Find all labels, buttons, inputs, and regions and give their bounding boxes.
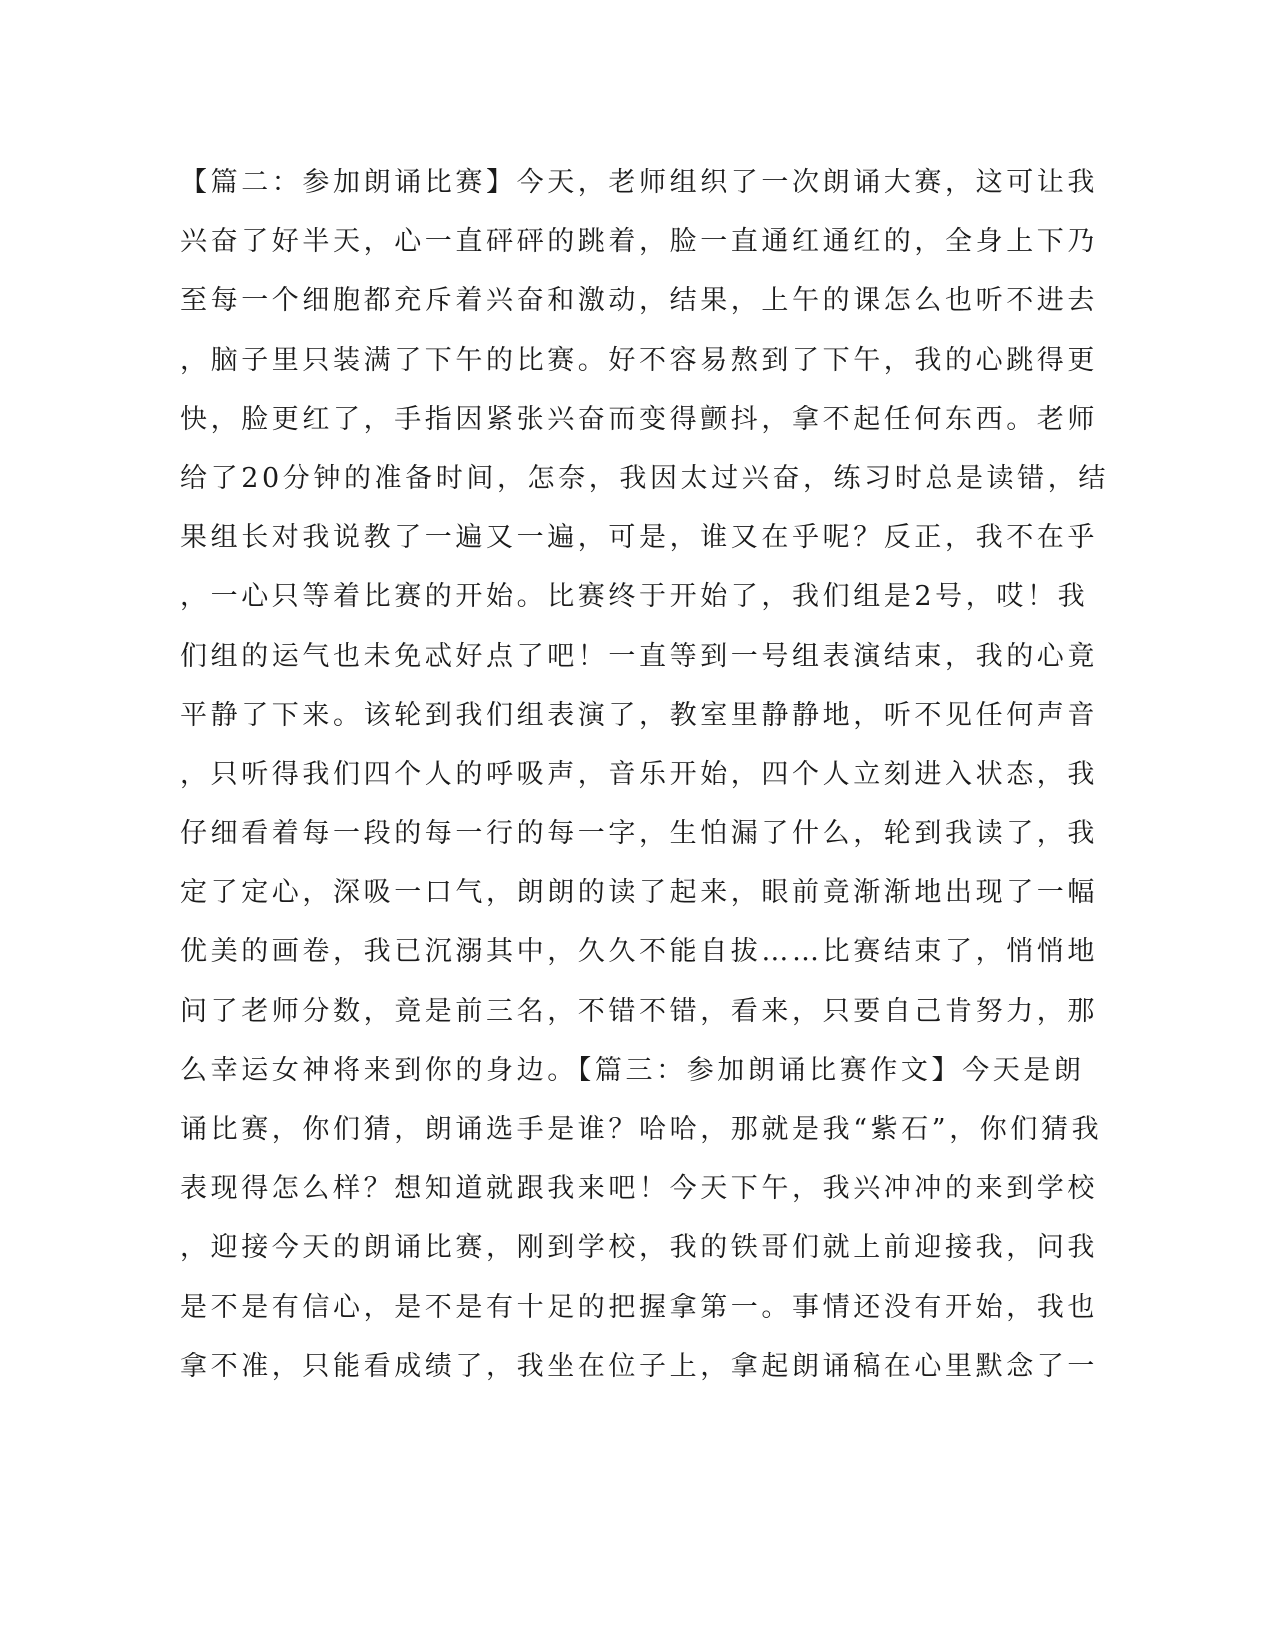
text-line: 拿不准，只能看成绩了，我坐在位子上，拿起朗诵稿在心里默念了一 [180, 1350, 1098, 1382]
text-line: 给了20分钟的准备时间，怎奈，我因太过兴奋，练习时总是读错，结 [180, 462, 1109, 494]
text-line: ，只听得我们四个人的呼吸声，音乐开始，四个人立刻进入状态，我 [180, 758, 1098, 790]
text-line: 兴奋了好半天，心一直砰砰的跳着，脸一直通红通红的，全身上下乃 [180, 226, 1098, 258]
text-line: 们组的运气也未免忒好点了吧！一直等到一号组表演结束，我的心竟 [180, 640, 1098, 672]
text-line: 优美的画卷，我已沉溺其中，久久不能自拔……比赛结束了，悄悄地 [180, 936, 1098, 968]
text-line: 快，脸更红了，手指因紧张兴奋而变得颤抖，拿不起任何东西。老师 [180, 403, 1098, 435]
text-line: 果组长对我说教了一遍又一遍，可是，谁又在乎呢？反正，我不在乎 [180, 522, 1098, 554]
text-line: 问了老师分数，竟是前三名，不错不错，看来，只要自己肯努力，那 [180, 995, 1098, 1027]
text-line: ，迎接今天的朗诵比赛，刚到学校，我的铁哥们就上前迎接我，问我 [180, 1232, 1098, 1264]
text-line: 仔细看着每一段的每一行的每一字，生怕漏了什么，轮到我读了，我 [180, 818, 1098, 850]
text-line: 定了定心，深吸一口气，朗朗的读了起来，眼前竟渐渐地出现了一幅 [180, 877, 1098, 909]
text-line: 诵比赛，你们猜，朗诵选手是谁？哈哈，那就是我“紫石”，你们猜我 [180, 1114, 1103, 1145]
body-text [180, 158, 1109, 1401]
text-line: ，脑子里只装满了下午的比赛。好不容易熬到了下午，我的心跳得更 [180, 344, 1098, 376]
text-line: 表现得怎么样？想知道就跟我来吧！今天下午，我兴冲冲的来到学校 [180, 1173, 1098, 1205]
text-line: 是不是有信心，是不是有十足的把握拿第一。事情还没有开始，我也 [180, 1291, 1098, 1323]
text-line: 【篇二：参加朗诵比赛】今天，老师组织了一次朗诵大赛，这可让我 [180, 167, 1098, 198]
text-line: ，一心只等着比赛的开始。比赛终于开始了，我们组是2号，哎！我 [180, 581, 1089, 613]
text-line: 平静了下来。该轮到我们组表演了，教室里静静地，听不见任何声音 [180, 699, 1098, 731]
text-line: 么幸运女神将来到你的身边。【篇三：参加朗诵比赛作文】今天是朗 [180, 1054, 1085, 1086]
text-line: 至每一个细胞都充斥着兴奋和激动，结果，上午的课怎么也听不进去 [180, 285, 1098, 317]
